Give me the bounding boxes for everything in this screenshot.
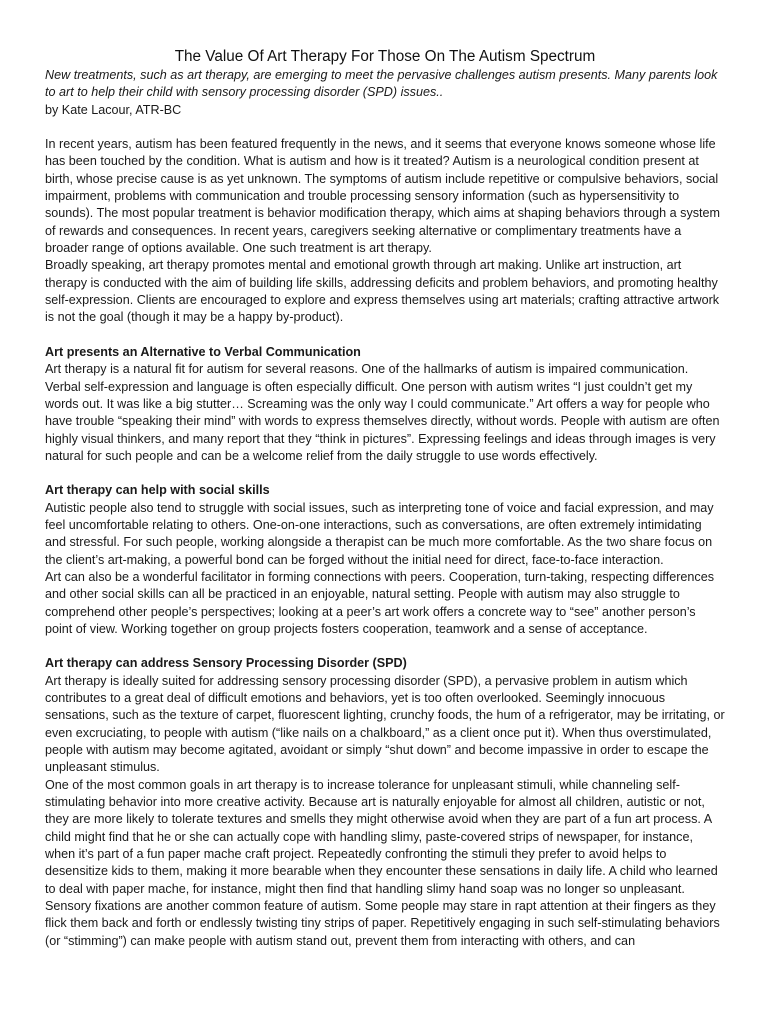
body-paragraph: Sensory fixations are another common feature of autism. Some people may stare in rapt attention at their fingers as they flick them back and forth or endlessly twisting tiny strips of paper. Repetitively engaging in such self-stimulating behaviors (or “stimming”) can make people with autism stand out, prevent them from interacting with others, and can bbox=[45, 899, 720, 948]
body-paragraph: One of the most common goals in art therapy is to increase tolerance for unpleasant stimuli, while channeling self-stimulating behavior into more creative activity. Because art is naturally enjoyable for almost all children, autistic or not, they are more likely to tolerate textures and smells they might otherwise avoid when they are part of a fun art process. A child might find that he or she can actually cope with handling slimy, paste-covered strips of newspaper, for instance, when it’s part of a fun paper mache craft project. Repeatedly confronting the stimuli they prefer to avoid helps to desensitize kids to them, making it more bearable when they encounter these sensations in daily life. A child who learned to deal with paper mache, for instance, might then find that handling slimy hand soap was no longer so unpleasant. bbox=[45, 777, 718, 896]
intro-paragraph: In recent years, autism has been featured frequently in the news, and it seems that everyone knows someone whose life has been touched by the condition. What is autism and how is it treated? Autism is a neurological condition present at birth, whose precise cause is as yet unknown. The symptoms of autism include repetitive or compulsive behaviors, social impairment, problems with communication and trouble processing sensory information (such as hypersensitivity to sounds). The most popular treatment is behavior modification therapy, which aims at shaping behaviors through a system of rewards and consequences. In recent years, caregivers seeking alternative or complimentary treatments have a broader range of options available. One such treatment is art therapy. bbox=[45, 137, 721, 256]
section-heading: Art presents an Alternative to Verbal Communication bbox=[45, 344, 361, 359]
body-paragraph: Art can also be a wonderful facilitator in forming connections with peers. Cooperation, turn-taking, respecting differences and other social skills can all be practiced in an enjoyable, natural setting. People with autism may also struggle to comprehend other people’s perspectives; looking at a peer’s art work offers a concrete way to “see” another person’s point of view. Working together on group projects fosters cooperation, teamwork and a sense of acceptance. bbox=[45, 569, 714, 636]
byline: by Kate Lacour, ATR-BC bbox=[45, 102, 182, 117]
document-title: The Value Of Art Therapy For Those On The Autism Spectrum bbox=[174, 48, 596, 65]
lede-paragraph: New treatments, such as art therapy, are emerging to meet the pervasive challenges autism presents. Many parents look to art to help their child with sensory processing disorder (SPD) issues.. bbox=[45, 68, 718, 100]
section-heading: Art therapy can help with social skills bbox=[45, 483, 270, 498]
document-page bbox=[45, 47, 725, 950]
body-paragraph: Art therapy is ideally suited for addressing sensory processing disorder (SPD), a pervasive problem in autism which contributes to a great deal of difficult emotions and behaviors, yet is too often overlooked. Seemingly innocuous sensations, such as the texture of carpet, fluorescent lighting, crunchy foods, the hum of a refrigerator, may be irritating, or even excruciating, to people with autism (“like nails on a chalkboard,” as a client once put it). When thus overstimulated, people with autism may become agitated, avoidant or simply “shut down” and become impassive in order to escape the unpleasant stimulus. bbox=[45, 673, 725, 775]
section-heading: Art therapy can address Sensory Processing Disorder (SPD) bbox=[45, 656, 407, 671]
intro-paragraph: Broadly speaking, art therapy promotes mental and emotional growth through art making. Unlike art instruction, art therapy is conducted with the aim of building life skills, addressing deficits and problem behaviors, and promoting healthy self-expression. Clients are encouraged to explore and express themselves using art materials; crafting attractive artwork is not the goal (though it may be a happy by-product). bbox=[45, 258, 720, 325]
body-paragraph: Autistic people also tend to struggle with social issues, such as interpreting tone of voice and facial expression, and may feel uncomfortable relating to others. One-on-one interactions, such as conversations, are often extremely intimidating and stressful. For such people, working alongside a therapist can be much more comfortable. As the two share focus on the client’s art-making, a powerful bond can be forged without the initial need for direct, face-to-face interaction. bbox=[45, 500, 714, 567]
body-paragraph: Art therapy is a natural fit for autism for several reasons. One of the hallmarks of autism is impaired communication. Verbal self-expression and language is often especially difficult. One person with autism writes “I just couldn’t get my words out. It was like a big stutter… Screaming was the only way I could communicate.” Art offers a way for people who have trouble “speaking their mind” with words to express themselves directly, without words. People with autism are often highly visual thinkers, and many report that they “think in pictures”. Expressing feelings and ideas through images is very natural for such people and can be a welcome relief from the daily struggle to use words effectively. bbox=[45, 362, 720, 463]
